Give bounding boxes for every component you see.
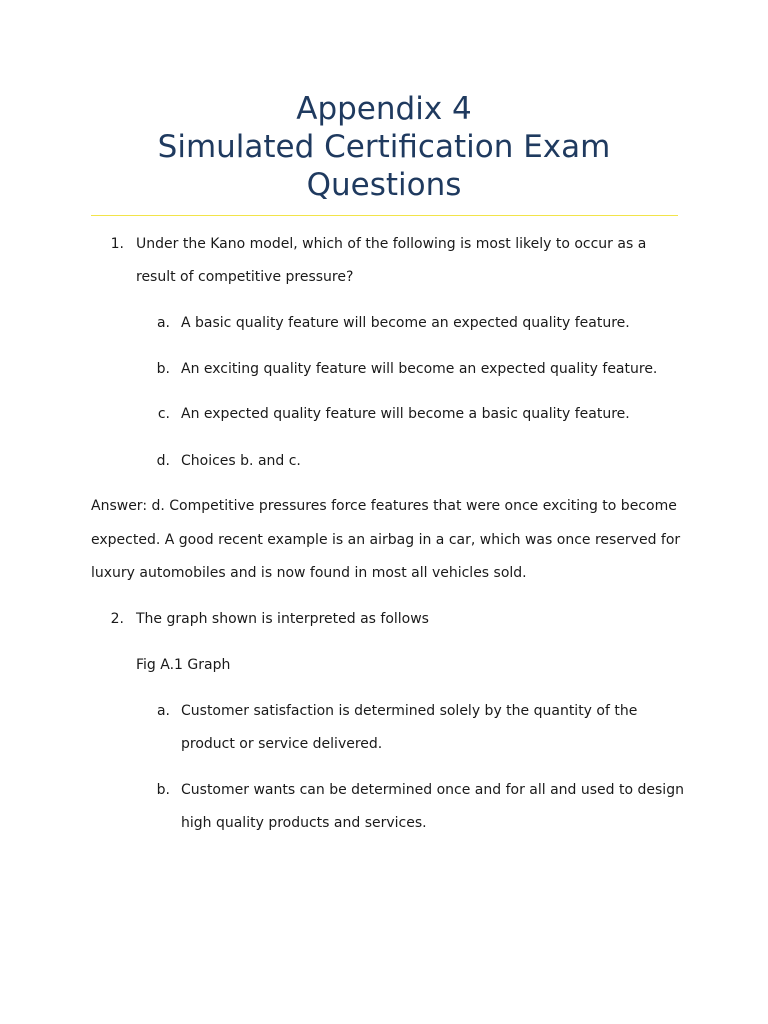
answer-text-line: expected. A good recent example is an airbag in a car, which was once reserved for (91, 532, 681, 548)
option-text: product or service delivered. (181, 736, 383, 752)
question-number: 2. (110, 611, 124, 627)
option-marker: b. (156, 361, 170, 377)
option-marker: a. (156, 703, 170, 719)
question-number: 1. (110, 236, 124, 252)
answer-text-line: luxury automobiles and is now found in most all vehicles sold. (91, 565, 527, 581)
question-text-line: Under the Kano model, which of the following is most likely to occur as a (136, 236, 647, 252)
title-line-3: Questions (306, 167, 462, 203)
option-text: Choices b. and c. (181, 453, 301, 469)
option-text: Customer wants can be determined once and for all and used to design (181, 782, 684, 798)
figure-caption: Fig A.1 Graph (136, 657, 231, 673)
option-text: Customer satisfaction is determined solely by the quantity of the (181, 703, 638, 719)
answer-text-line: Answer: d. Competitive pressures force features that were once exciting to become (91, 498, 677, 514)
option-marker: b. (156, 782, 170, 798)
option-text: An expected quality feature will become a basic quality feature. (181, 406, 630, 422)
title-line-1: Appendix 4 (296, 91, 472, 127)
option-marker: a. (156, 315, 170, 331)
option-text: An exciting quality feature will become an expected quality feature. (181, 361, 658, 377)
question-text-line: The graph shown is interpreted as follows (136, 611, 429, 627)
page-title (0, 90, 768, 204)
title-line-2: Simulated Certification Exam (157, 129, 611, 165)
option-marker: d. (156, 453, 170, 469)
option-marker: c. (157, 406, 170, 422)
title-divider (91, 215, 678, 216)
option-text: high quality products and services. (181, 815, 427, 831)
question-text-line: result of competitive pressure? (136, 269, 354, 285)
option-text: A basic quality feature will become an expected quality feature. (181, 315, 630, 331)
